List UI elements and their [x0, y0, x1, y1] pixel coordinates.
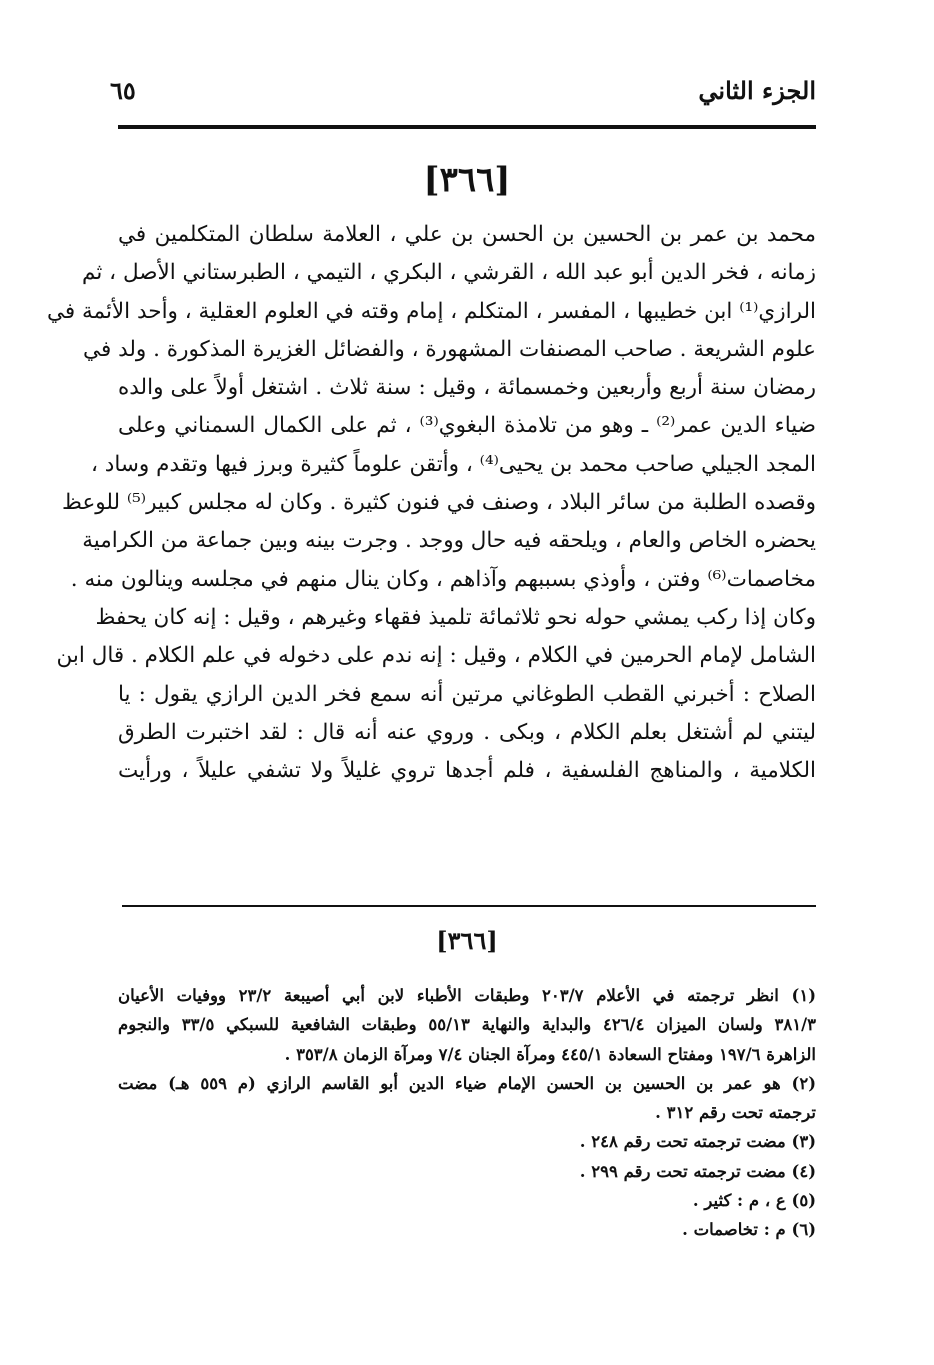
body-line: محمد بن عمر بن الحسين بن الحسن بن علي ، العلامة سلطان المتكلمين في	[118, 222, 816, 247]
body-line: الشامل لإمام الحرمين في الكلام ، وقيل : إنه ندم على دخوله في علم الكلام . قال ابن	[56, 643, 816, 669]
footnote-line: (٦) م : تخاصمات .	[682, 1220, 816, 1240]
body-line: رمضان سنة أربع وأربعين وخمسمائة ، وقيل : سنة ثلاث . اشتغل أولاً على والده	[118, 375, 816, 401]
body-line: الصلاح : أخبرني القطب الطوغاني مرتين أنه سمع فخر الدين الرازي يقول : يا	[118, 681, 816, 707]
body-line: ليتني لم أشتغل بعلم الكلام ، وبكى . وروي عنه أنه قال : لقد اختبرت الطرق	[118, 719, 816, 745]
footnotes	[118, 981, 816, 1245]
body-text	[46, 216, 816, 790]
body-line: المجد الجيلي صاحب محمد بن يحيى⁽⁴⁾ ، وأتقن علوماً كثيرة وبرز فيها وتقدم وساد ،	[91, 451, 816, 477]
footnote-line: (٣) مضت ترجمته تحت رقم ٢٤٨ .	[579, 1132, 816, 1152]
running-title: الجزء الثاني	[698, 76, 816, 105]
footnote-line: (٤) مضت ترجمته تحت رقم ٢٩٩ .	[579, 1161, 816, 1181]
page-number: ٦٥	[110, 76, 136, 105]
footnote-entry-number: [٣٦٦]	[436, 926, 498, 955]
body-line: زمانه ، فخر الدين أبو عبد الله ، القرشي ، البكري ، التيمي ، الطبرستاني الأصل ، ثم	[82, 260, 816, 286]
body-line: ضياء الدين عمر⁽²⁾ ـ وهو من تلامذة البغوي⁽³⁾ ، ثم على الكمال السمناني وعلى	[118, 413, 816, 439]
body-line: علوم الشريعة . صاحب المصنفات المشهورة ، والفضائل الغزيرة المذكورة . ولد في	[83, 336, 816, 362]
footnote-line: (١) انظر ترجمته في الأعلام ٢٠٣/٧ وطبقات الأطباء لابن أبي أصيبعة ٢٣/٢ ووفيات الأعيان	[118, 986, 816, 1005]
footnote-line: (٥) ع ، م : كثير .	[692, 1191, 816, 1211]
footnote-line: الزاهرة ١٩٧/٦ ومفتاح السعادة ٤٤٥/١ ومرآة الجنان ٧/٤ ومرآة الزمان ٣٥٣/٨ .	[284, 1044, 816, 1064]
footnote-rule	[122, 905, 816, 907]
footnote-line: (٢) هو عمر بن الحسين بن الحسن الإمام ضياء الدين أبو القاسم الرازي (م ٥٥٩ هـ) مضت	[118, 1073, 816, 1093]
body-line: مخاصمات⁽⁶⁾ وفتن ، وأوذي بسببهم وآذاهم ، وكان ينال منهم في مجلسه وينالون منه .	[70, 566, 816, 592]
footnote-line: ٣٨١/٣ ولسان الميزان ٤٢٦/٤ والبداية والنهاية ٥٥/١٣ وطبقات الشافعية للسبكي ٣٣/٥ والنجوم	[118, 1015, 817, 1035]
body-line: يحضره الخاص والعام ، ويلحقه فيه حال ووجد . وجرت بينه وبين جماعة من الكرامية	[82, 528, 816, 554]
footnote-line: ترجمته تحت رقم ٣١٢ .	[655, 1103, 816, 1123]
header-rule	[118, 125, 816, 129]
body-line: وكان إذا ركب يمشي حوله نحو ثلاثمائة تلميذ فقهاء وغيرهم ، وقيل : إنه كان يحفظ	[95, 604, 816, 630]
body-line: وقصده الطلبة من سائر البلاد ، وصنف في فنون كثيرة . وكان له مجلس كبير⁽⁵⁾ للوعظ	[62, 490, 816, 516]
body-line: الرازي⁽¹⁾ ابن خطيبها ، المفسر ، المتكلم ، إمام وقته في العلوم العقلية ، وأحد الأئمة في	[46, 298, 816, 324]
entry-number: [٣٦٦]	[423, 160, 511, 200]
running-head	[110, 76, 816, 112]
body-line: الكلامية ، والمناهج الفلسفية ، فلم أجدها تروي غليلاً ولا تشفي عليلاً ، ورأيت	[118, 758, 816, 784]
